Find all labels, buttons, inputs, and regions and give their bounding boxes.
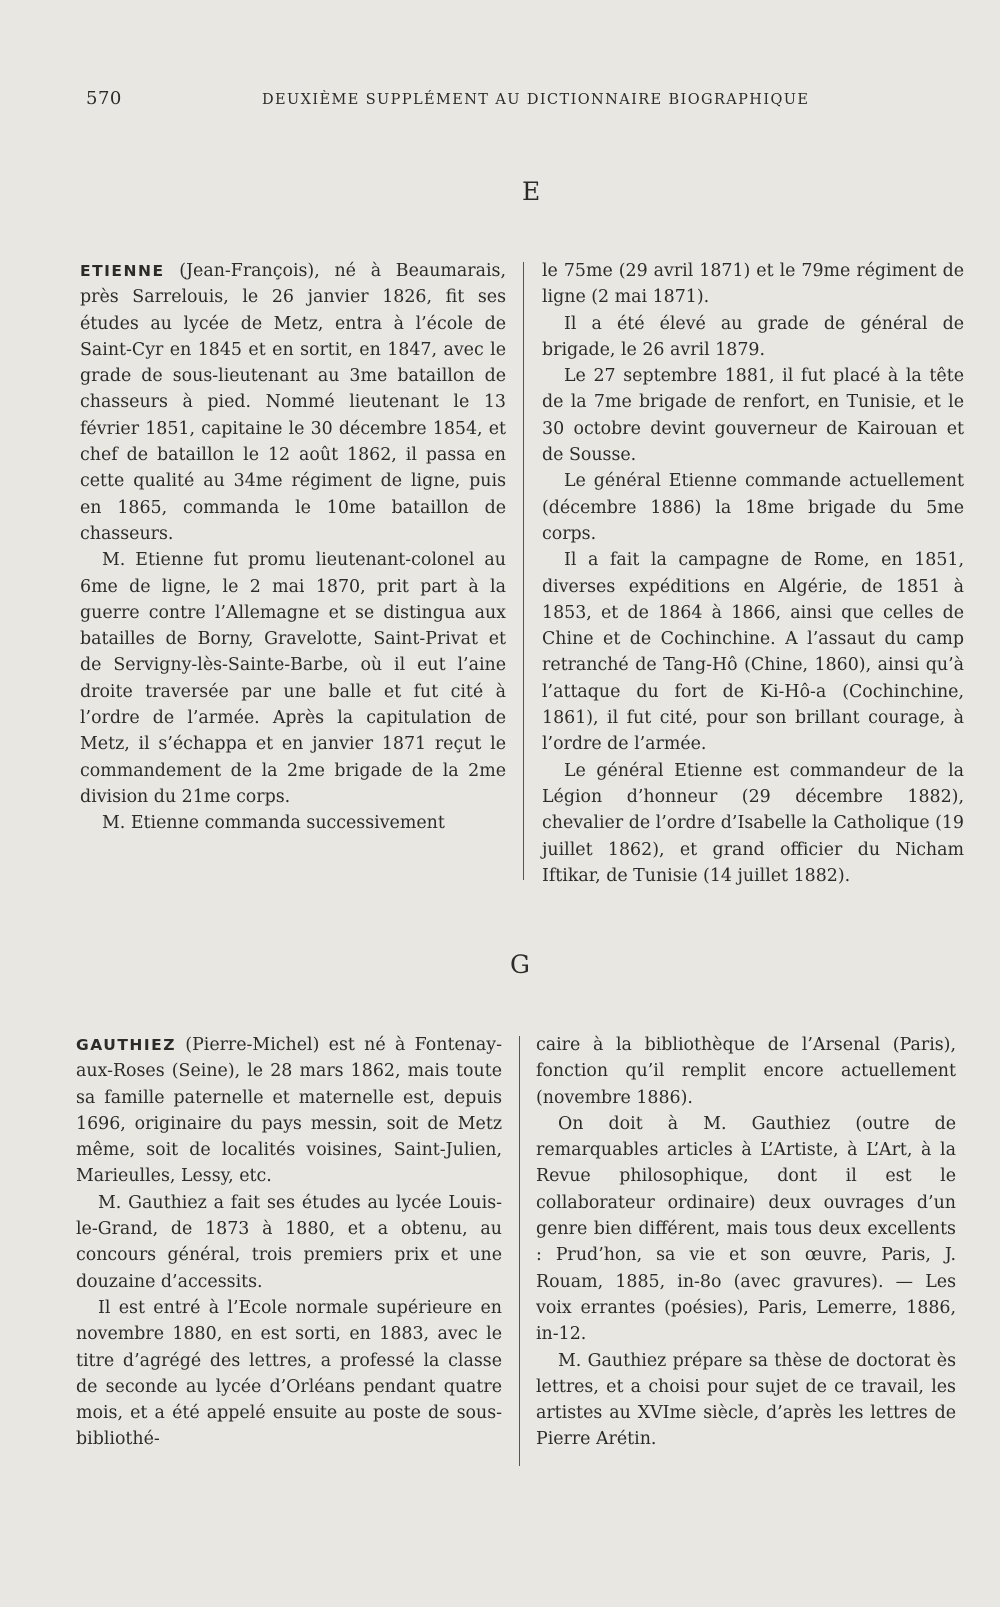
etienne-paragraph: Il a été élevé au grade de général de brigade, le 26 avril 1879.	[542, 313, 964, 360]
gauthiez-paragraph: M. Gauthiez prépare sa thèse de doctorat ès lettres, et a choisi pour sujet de ce travail, les artistes au XVIme siècle, d’après les lettres de Pierre Arétin.	[536, 1350, 956, 1450]
gauthiez-right-column	[536, 1032, 956, 1453]
running-title: DEUXIÈME SUPPLÉMENT AU DICTIONNAIRE BIOGRAPHIQUE	[262, 92, 810, 108]
gauthiez-paragraph: M. Gauthiez a fait ses études au lycée Louis-le-Grand, de 1873 à 1880, et a obtenu, au concours général, trois premiers prix et une douzaine d’accessits.	[76, 1192, 502, 1292]
etienne-paragraph: M. Etienne commanda successivement	[102, 813, 445, 834]
column-divider	[523, 262, 524, 880]
etienne-intro-paragraph	[80, 258, 506, 547]
gauthiez-intro-text: (Pierre-Michel) est né à Fontenay-aux-Roses (Seine), le 28 mars 1862, mais toute sa famille paternelle et maternelle est, depuis 1696, originaire du pays messin, soit de Metz même, soit de localités voisines, Saint-Julien, Marieulles, Lessy, etc.	[76, 1035, 502, 1187]
gauthiez-intro-paragraph	[76, 1032, 502, 1190]
etienne-paragraph: Le général Etienne commande actuellement (décembre 1886) la 18me brigade du 5me corps.	[542, 471, 964, 544]
etienne-right-column	[542, 258, 964, 889]
etienne-left-column	[80, 258, 506, 837]
etienne-paragraph: le 75me (29 avril 1871) et le 79me régiment de ligne (2 mai 1871).	[542, 261, 964, 308]
etienne-paragraph: M. Etienne fut promu lieutenant-colonel au 6me de ligne, le 2 mai 1870, prit part à la guerre contre l’Allemagne et se distingua aux batailles de Borny, Gravelotte, Saint-Privat et de Servigny-lès-Sainte-Barbe, où il eut l’aine droite traversée par une balle et fut cité à l’ordre de l’armée. Après la capitulation de Metz, il s’échappa et en janvier 1871 reçut le commandement de la 2me brigade de la 2me division du 21me corps.	[80, 550, 506, 807]
gauthiez-paragraph: On doit à M. Gauthiez (outre de remarquables articles à L’Artiste, à L’Art, à la Revue philosophique, dont il est le collaborateur ordinaire) deux ouvrages d’un genre bien différent, mais tous deux excellents : Prud’hon, sa vie et son œuvre, Paris, J. Rouam, 1885, in-8o (avec gravures). — Les voix errantes (poésies), Paris, Lemerre, 1886, in-12.	[536, 1113, 956, 1345]
gauthiez-left-column	[76, 1032, 502, 1453]
entry-name-etienne: ETIENNE	[80, 262, 165, 280]
etienne-paragraph: Le 27 septembre 1881, il fut placé à la tête de la 7me brigade de renfort, en Tunisie, et le 30 octobre devint gouverneur de Kairouan et de Sousse.	[542, 366, 964, 466]
page-number: 570	[86, 88, 122, 109]
section-letter-g: G	[510, 950, 530, 979]
gauthiez-paragraph: caire à la bibliothèque de l’Arsenal (Paris), fonction qu’il remplit encore actuellement (novembre 1886).	[536, 1035, 956, 1108]
column-divider	[519, 1036, 520, 1466]
etienne-paragraph: Il a fait la campagne de Rome, en 1851, diverses expéditions en Algérie, de 1851 à 1853, et de 1864 à 1866, ainsi que celles de Chine et de Cochinchine. A l’assaut du camp retranché de Tang-Hô (Chine, 1860), ainsi qu’à l’attaque du fort de Ki-Hô-a (Cochinchine, 1861), il fut cité, pour son brillant courage, à l’ordre de l’armée.	[542, 550, 964, 755]
entry-name-gauthiez: GAUTHIEZ	[76, 1036, 176, 1054]
etienne-intro-text: (Jean-François), né à Beaumarais, près Sarrelouis, le 26 janvier 1826, fit ses études au lycée de Metz, entra à l’école de Saint-Cyr en 1845 et en sortit, en 1847, avec le grade de sous-lieutenant au 3me bataillon de chasseurs à pied. Nommé lieutenant le 13 février 1851, capitaine le 30 décembre 1854, et chef de bataillon le 12 août 1862, il passa en cette qualité au 34me régiment de ligne, puis en 1865, commanda le 10me bataillon de chasseurs.	[80, 261, 506, 544]
section-letter-e: E	[522, 177, 541, 206]
gauthiez-paragraph: Il est entré à l’Ecole normale supérieure en novembre 1880, en est sorti, en 1883, avec le titre d’agrégé des lettres, a professé la classe de seconde au lycée d’Orléans pendant quatre mois, et a été appelé ensuite au poste de sous-bibliothé-	[76, 1297, 502, 1450]
etienne-paragraph: Le général Etienne est commandeur de la Légion d’honneur (29 décembre 1882), chevalier de l’ordre d’Isabelle la Catholique (19 juillet 1862), et grand officier du Nicham Iftikar, de Tunisie (14 juillet 1882).	[542, 760, 964, 886]
page-header	[86, 88, 886, 112]
